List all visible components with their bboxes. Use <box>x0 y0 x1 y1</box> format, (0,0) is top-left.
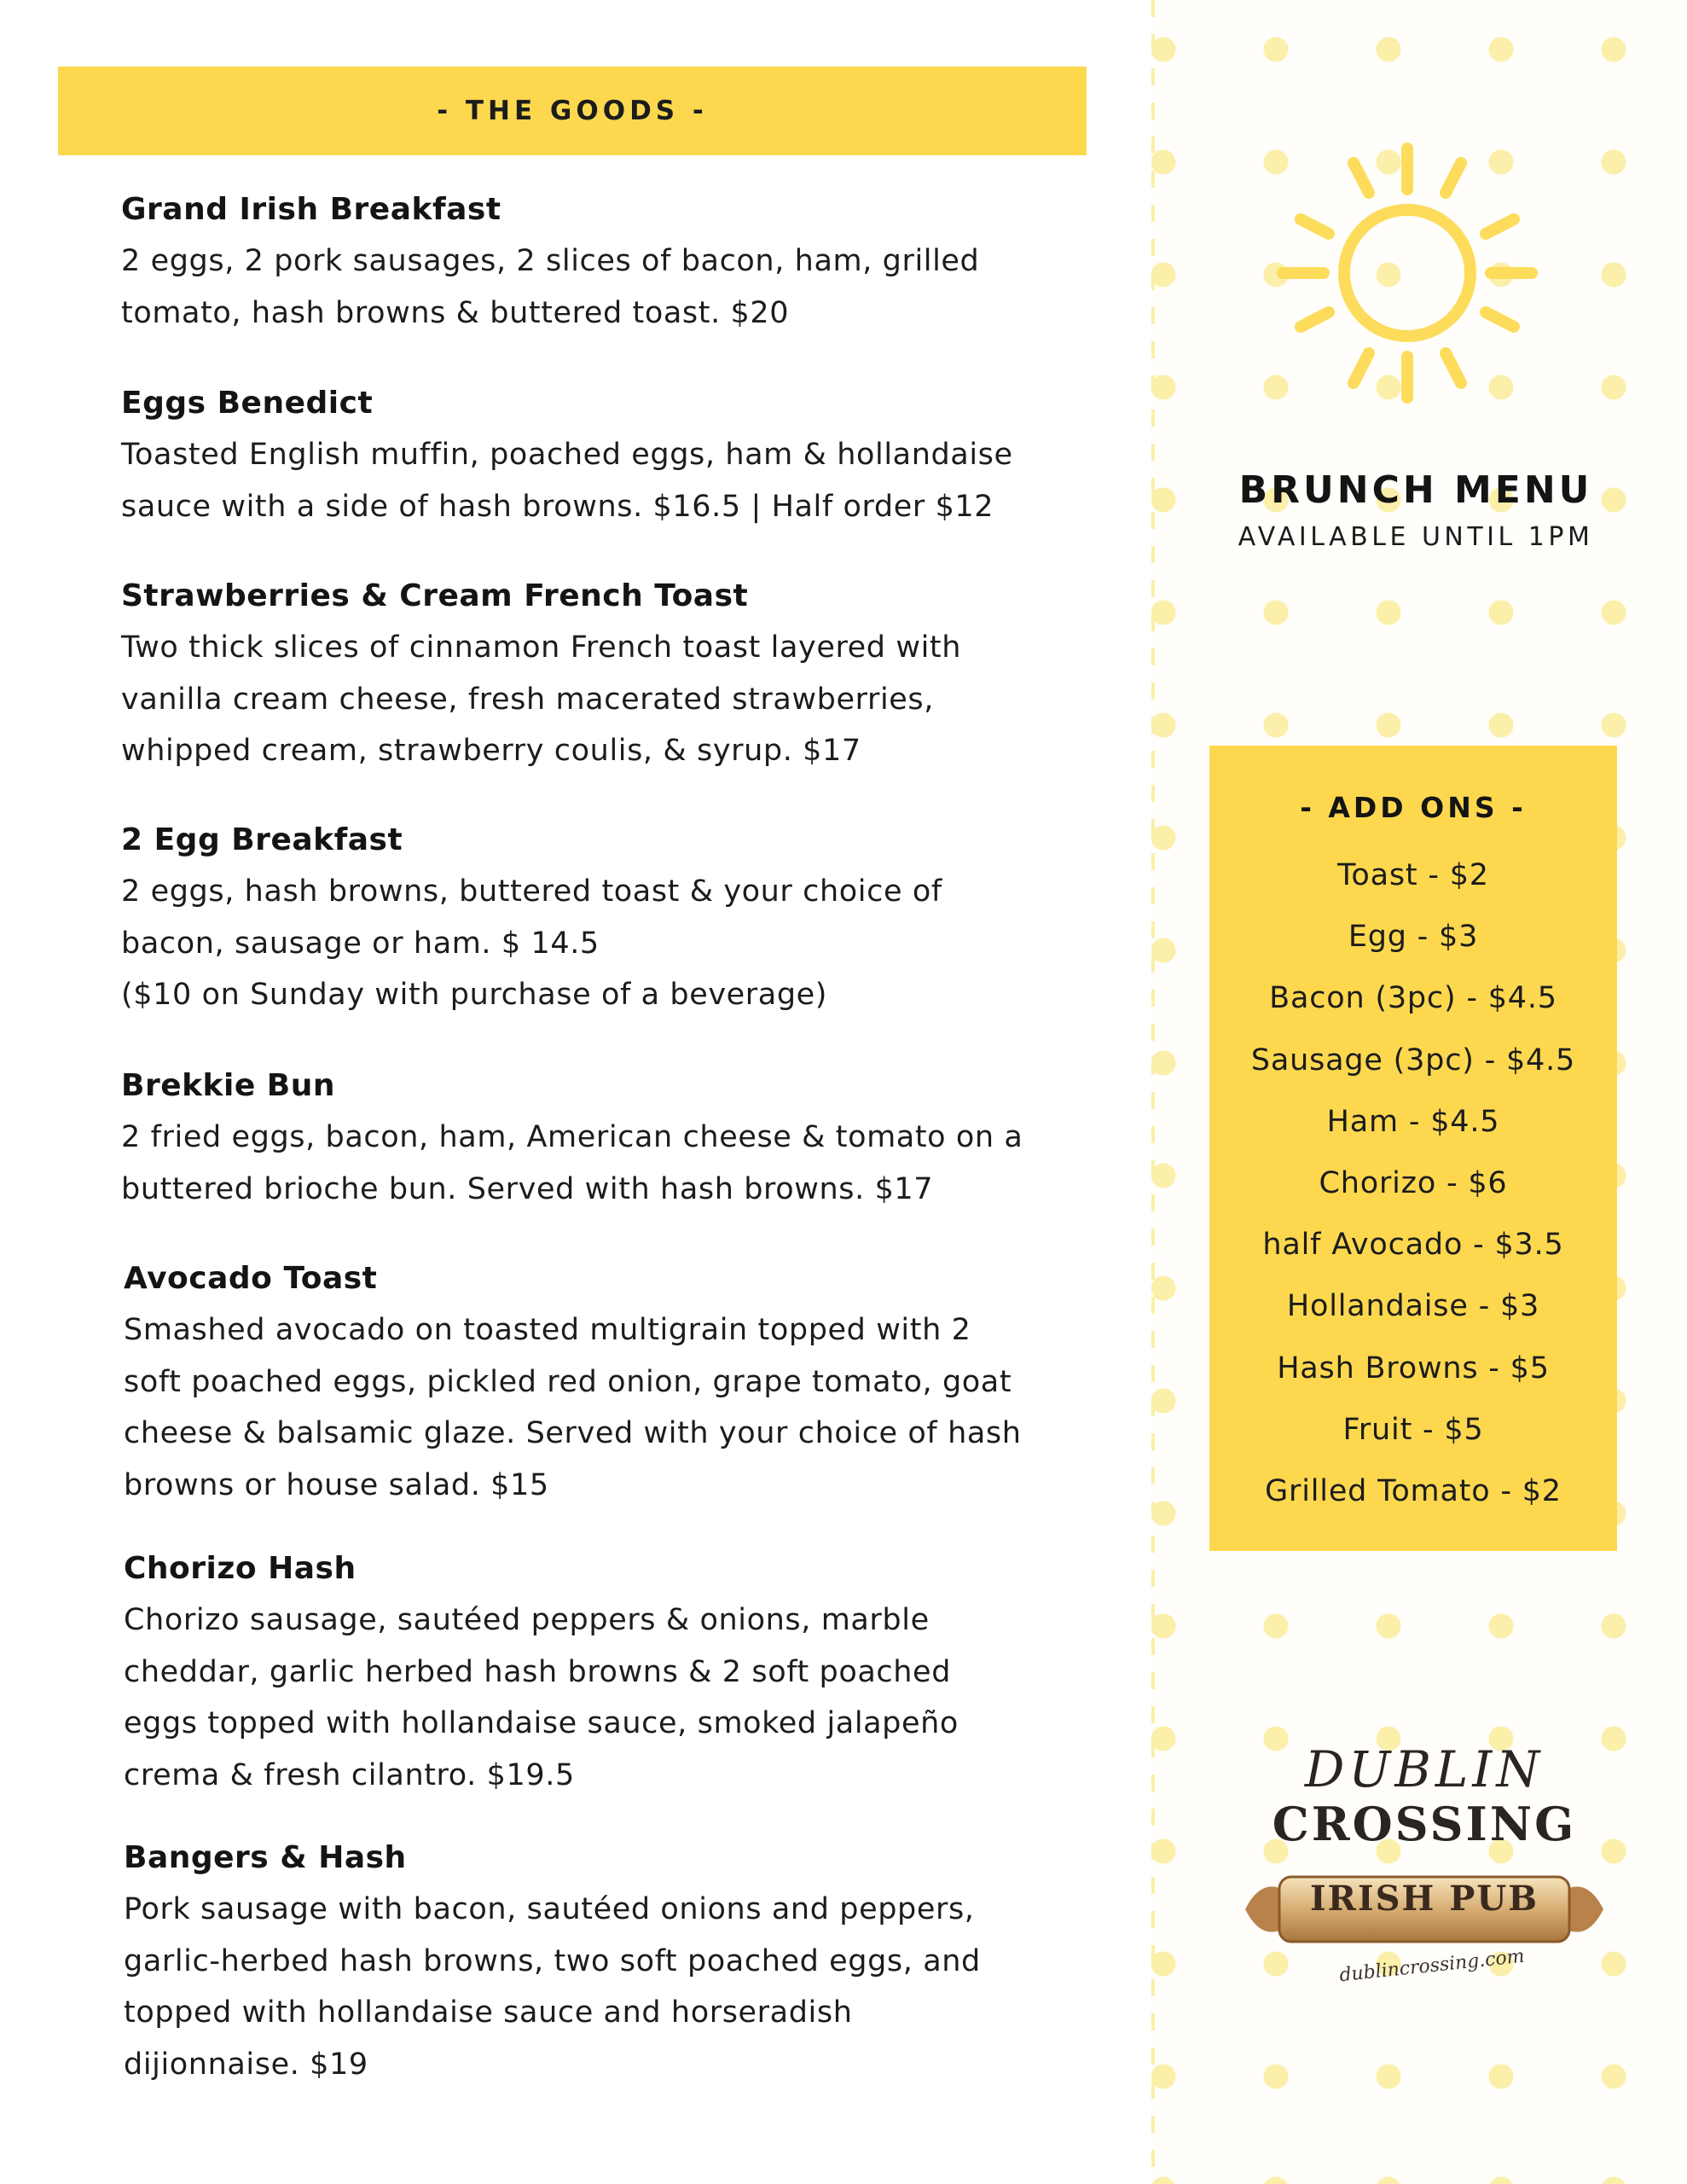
description-line: 2 eggs, 2 pork sausages, 2 slices of bacon, ham, grilled <box>121 244 980 278</box>
add-on-item: Egg - $3 <box>1348 920 1479 955</box>
menu-item-description <box>121 866 1102 1021</box>
menu-item-description <box>124 1304 1104 1511</box>
add-on-item: Sausage (3pc) - $4.5 <box>1250 1043 1576 1077</box>
logo-banner-text: IRISH PUB <box>1309 1879 1539 1919</box>
menu-item <box>124 1543 1104 1801</box>
add-on-item: Hash Browns - $5 <box>1277 1350 1550 1385</box>
description-line: Pork sausage with bacon, sautéed onions and peppers, <box>124 1892 975 1926</box>
menu-item-name: Grand Irish Breakfast <box>121 192 501 227</box>
add-on-item: Hollandaise - $3 <box>1286 1289 1540 1324</box>
description-line: eggs topped with hollandaise sauce, smoked jalapeño <box>124 1706 959 1740</box>
description-line: Smashed avocado on toasted multigrain topped with 2 <box>124 1313 971 1347</box>
description-line: Toasted English muffin, poached eggs, ham & hollandaise <box>121 438 1013 472</box>
add-on-item: Chorizo - $6 <box>1319 1166 1508 1201</box>
add-on-item: Fruit - $5 <box>1342 1412 1484 1447</box>
right-panel-polka-dots <box>1151 0 1687 2184</box>
description-line: ($10 on Sunday with purchase of a beverage) <box>121 978 828 1012</box>
dashed-divider <box>1151 0 1155 2184</box>
brunch-title: BRUNCH MENU <box>1238 468 1593 512</box>
menu-item-name: Eggs Benedict <box>121 386 374 421</box>
menu-item-description <box>121 429 1102 532</box>
description-line: garlic-herbed hash browns, two soft poached eggs, and <box>124 1943 981 1978</box>
add-ons-list <box>1209 845 1617 1522</box>
description-line: browns or house salad. $15 <box>124 1467 549 1502</box>
menu-item <box>124 1833 1104 2090</box>
menu-item-name: Avocado Toast <box>124 1261 378 1296</box>
logo-wordmark-crossing: CROSSING <box>1272 1797 1577 1851</box>
description-line: buttered brioche bun. Served with hash browns. $17 <box>121 1171 934 1206</box>
menu-item-name: Brekkie Bun <box>121 1068 335 1103</box>
menu-item <box>121 1060 1102 1215</box>
menu-item-description <box>124 1884 1104 2090</box>
menu-item <box>121 815 1102 1021</box>
goods-header-banner <box>58 67 1087 155</box>
description-line: cheese & balsamic glaze. Served with your choice of hash <box>124 1416 1022 1450</box>
description-line: 2 fried eggs, bacon, ham, American cheese & tomato on a <box>121 1120 1023 1154</box>
menu-item-name: Bangers & Hash <box>124 1840 407 1875</box>
description-line: sauce with a side of hash browns. $16.5 | Half order $12 <box>121 489 994 524</box>
menu-item-description <box>121 622 1102 777</box>
description-line: bacon, sausage or ham. $ 14.5 <box>121 926 600 961</box>
menu-item <box>121 378 1102 532</box>
sun-icon <box>1271 136 1544 410</box>
logo-wordmark-dublin: DUBLIN <box>1304 1740 1545 1798</box>
brunch-subtitle: AVAILABLE UNTIL 1PM <box>1238 522 1594 552</box>
dublin-crossing-logo <box>1237 1732 1612 1996</box>
menu-item-name: 2 Egg Breakfast <box>121 822 403 857</box>
brunch-heading <box>1211 461 1620 555</box>
menu-item-name: Strawberries & Cream French Toast <box>121 578 749 613</box>
description-line: 2 eggs, hash browns, buttered toast & your choice of <box>121 874 942 909</box>
description-line: tomato, hash browns & buttered toast. $20 <box>121 295 790 330</box>
add-on-item: Toast - $2 <box>1337 858 1489 892</box>
description-line: cheddar, garlic herbed hash browns & 2 soft poached <box>124 1654 952 1689</box>
add-ons-title: - ADD ONS - <box>1300 791 1527 824</box>
add-on-item: Grilled Tomato - $2 <box>1265 1474 1562 1509</box>
goods-title: - THE GOODS - <box>437 96 708 126</box>
add-on-item: Bacon (3pc) - $4.5 <box>1269 981 1557 1016</box>
logo-url: dublincrossing.com <box>1338 1945 1526 1987</box>
menu-item <box>124 1253 1104 1511</box>
add-ons-panel <box>1209 746 1617 1551</box>
menu-item-name: Chorizo Hash <box>124 1551 357 1586</box>
description-line: crema & fresh cilantro. $19.5 <box>124 1757 575 1792</box>
description-line: vanilla cream cheese, fresh macerated strawberries, <box>121 682 934 717</box>
description-line: topped with hollandaise sauce and horseradish <box>124 1995 853 2030</box>
menu-item <box>121 571 1102 777</box>
description-line: Two thick slices of cinnamon French toast layered with <box>121 630 962 665</box>
description-line: soft poached eggs, pickled red onion, grape tomato, goat <box>124 1364 1012 1399</box>
menu-item-description <box>124 1594 1104 1801</box>
menu-item <box>121 184 1102 339</box>
menu-item-description <box>121 235 1102 339</box>
add-on-item: Ham - $4.5 <box>1326 1104 1500 1139</box>
description-line: whipped cream, strawberry coulis, & syrup. $17 <box>121 734 861 768</box>
description-line: Chorizo sausage, sautéed peppers & onions, marble <box>124 1603 930 1637</box>
menu-item-description <box>121 1112 1102 1215</box>
add-on-item: half Avocado - $3.5 <box>1262 1228 1564 1263</box>
description-line: dijionnaise. $19 <box>124 2047 368 2082</box>
